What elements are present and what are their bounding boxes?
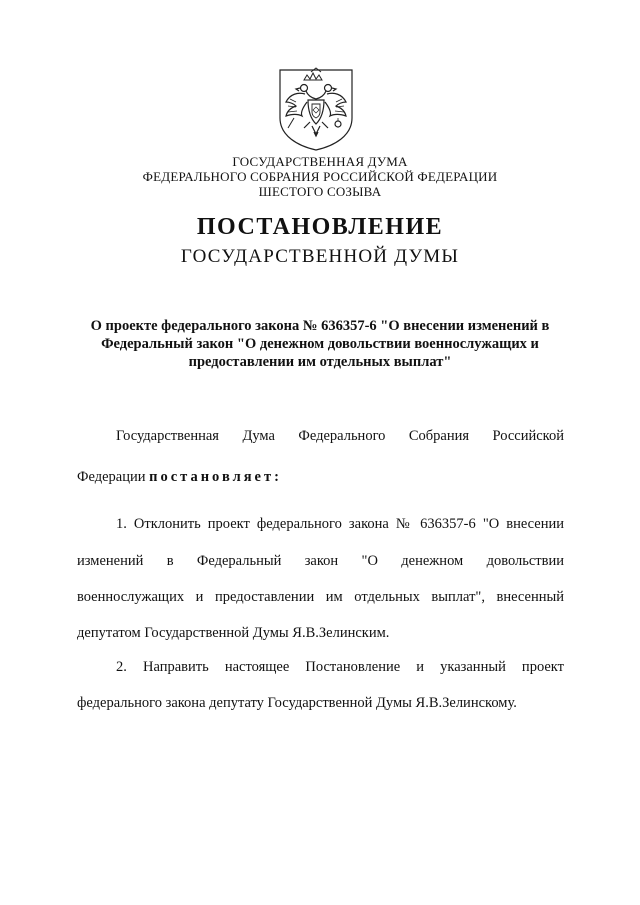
coat-of-arms-emblem (274, 66, 358, 152)
preamble-line-2 (77, 468, 282, 486)
item-1-line-3: военнослужащих и предоставлении им отдельных выплат", внесенный (77, 589, 564, 605)
convocation-line: ШЕСТОГО СОЗЫВА (258, 184, 382, 199)
document-title: ПОСТАНОВЛЕНИЕ (196, 214, 444, 240)
preamble-line-2-start: Федерации (77, 469, 150, 485)
document-subtitle: ГОСУДАРСТВЕННОЙ ДУМЫ (180, 246, 460, 267)
item-2-line-2: федерального закона депутату Государственной Думы Я.В.Зелинскому. (77, 695, 517, 711)
subject-line-1: О проекте федерального закона № 636357-6 "О внесении изменений в (90, 318, 550, 334)
item-2-line-1: 2. Направить настоящее Постановление и указанный проект (116, 659, 564, 675)
item-1-line-4: депутатом Государственной Думы Я.В.Зелинским. (77, 625, 390, 641)
preamble-line-1: Государственная Дума Федерального Собрания Российской (116, 428, 564, 444)
subject-heading (70, 317, 570, 371)
item-1-line-2: изменений в Федеральный закон "О денежном довольствии (77, 553, 564, 569)
item-1-line-1: 1. Отклонить проект федерального закона № 636357-6 "О внесении (116, 516, 564, 532)
org-name-line-2: ФЕДЕРАЛЬНОГО СОБРАНИЯ РОССИЙСКОЙ ФЕДЕРАЦИИ (142, 169, 498, 184)
resolution-verb: постановляет: (149, 469, 282, 485)
subject-line-3: предоставлении им отдельных выплат" (188, 354, 452, 370)
org-name-line-1: ГОСУДАРСТВЕННАЯ ДУМА (232, 154, 408, 169)
subject-line-2: Федеральный закон "О денежном довольствии военнослужащих и (101, 336, 539, 352)
